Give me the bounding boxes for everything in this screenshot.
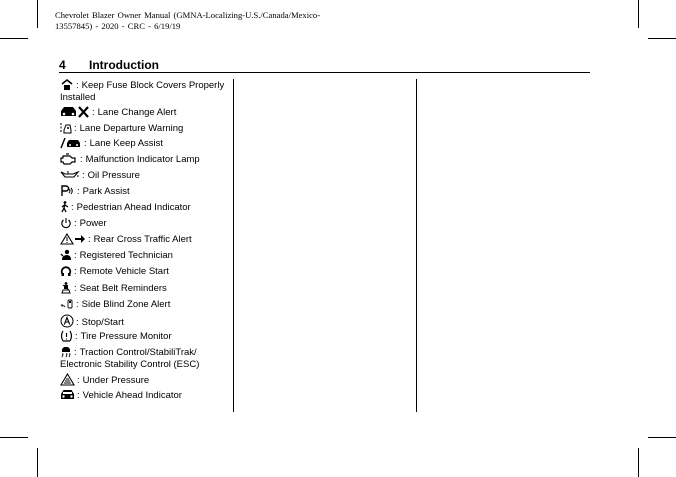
pedestrian-icon	[60, 201, 69, 213]
separator: :	[74, 218, 77, 229]
separator: :	[92, 107, 95, 118]
registered-technician-icon	[60, 249, 72, 261]
list-item	[60, 106, 232, 122]
separator: :	[74, 123, 77, 134]
header-line-2: 13557845) - 2020 - CRC - 6/19/19	[55, 21, 181, 31]
separator: :	[75, 331, 78, 342]
crop-mark	[0, 437, 28, 438]
separator: :	[88, 234, 91, 245]
separator: :	[74, 250, 77, 261]
symbol-label: Tire Pressure Monitor	[80, 331, 172, 342]
list-item	[60, 185, 232, 201]
crop-mark	[648, 38, 676, 39]
traction-control-icon	[60, 346, 72, 358]
separator: :	[76, 299, 79, 310]
crop-mark	[37, 0, 38, 28]
engine-malfunction-icon	[60, 153, 78, 165]
seat-belt-icon	[60, 282, 72, 294]
under-pressure-icon	[60, 373, 75, 386]
separator: :	[76, 80, 79, 91]
list-item	[60, 346, 232, 373]
list-item	[60, 217, 232, 233]
separator: :	[82, 170, 85, 181]
list-item	[60, 373, 232, 389]
symbol-label: Pedestrian Ahead Indicator	[76, 202, 191, 213]
symbol-label: Vehicle Ahead Indicator	[82, 390, 182, 401]
symbol-label: Lane Keep Assist	[89, 138, 164, 149]
symbol-label: Malfunction Indicator Lamp	[85, 154, 200, 165]
list-item	[60, 153, 232, 169]
list-item	[60, 298, 232, 314]
column-divider	[416, 79, 417, 412]
separator: :	[77, 375, 80, 386]
document-header	[55, 10, 355, 32]
tire-pressure-icon	[60, 330, 73, 342]
crop-mark	[0, 38, 28, 39]
symbol-label: Side Blind Zone Alert	[81, 299, 171, 310]
separator: :	[74, 347, 77, 358]
separator: :	[84, 138, 87, 149]
page-number: 4	[59, 58, 66, 72]
separator: :	[80, 154, 83, 165]
list-item	[60, 79, 232, 106]
section-heading	[59, 58, 590, 73]
column-divider	[233, 79, 234, 412]
stop-start-icon	[60, 314, 74, 328]
separator: :	[74, 283, 77, 294]
list-item	[60, 249, 232, 265]
symbol-label: Keep Fuse Block Covers Properly Installed	[60, 80, 225, 103]
crop-mark	[648, 437, 676, 438]
symbol-label: Stop/Start	[81, 317, 124, 328]
lane-keep-assist-icon	[60, 137, 82, 149]
remote-start-icon	[60, 265, 72, 277]
list-item	[60, 314, 232, 330]
list-item	[60, 233, 232, 249]
symbol-label: Park Assist	[82, 186, 130, 197]
list-item	[60, 265, 232, 282]
crop-mark	[37, 448, 38, 477]
list-item	[60, 201, 232, 217]
list-item	[60, 282, 232, 298]
symbol-label: Lane Change Alert	[97, 107, 177, 118]
symbol-label: Lane Departure Warning	[79, 123, 184, 134]
symbol-label: Registered Technician	[79, 250, 173, 261]
symbol-label: Power	[79, 218, 107, 229]
crop-mark	[638, 448, 639, 477]
crop-mark	[638, 0, 639, 28]
symbol-label: Oil Pressure	[87, 170, 140, 181]
list-item	[60, 137, 232, 153]
separator: :	[71, 202, 74, 213]
header-line-1: Chevrolet Blazer Owner Manual (GMNA-Localizing-U.S./Canada/Mexico-	[55, 10, 321, 20]
rear-cross-traffic-icon	[60, 233, 86, 245]
power-icon	[60, 217, 72, 229]
separator: :	[77, 186, 80, 197]
symbol-label: Traction Control/StabiliTrak/ Electronic Stability Control (ESC)	[60, 347, 200, 370]
lane-departure-warning-icon	[60, 122, 72, 134]
symbol-label: Remote Vehicle Start	[79, 266, 169, 277]
symbol-label: Rear Cross Traffic Alert	[93, 234, 192, 245]
lane-change-alert-icon	[60, 106, 90, 118]
symbol-label: Seat Belt Reminders	[79, 283, 167, 294]
side-blind-zone-icon	[60, 298, 74, 310]
separator: :	[77, 390, 80, 401]
vehicle-ahead-icon	[60, 389, 75, 401]
list-item	[60, 389, 232, 405]
symbol-list	[60, 79, 232, 405]
separator: :	[76, 317, 79, 328]
list-item	[60, 122, 232, 137]
separator: :	[74, 266, 77, 277]
park-assist-icon	[60, 185, 75, 197]
symbol-label: Under Pressure	[82, 375, 150, 386]
oil-can-icon	[60, 169, 80, 181]
list-item	[60, 169, 232, 185]
fuse-cover-icon	[60, 79, 74, 91]
list-item	[60, 330, 232, 346]
section-title: Introduction	[89, 58, 159, 72]
